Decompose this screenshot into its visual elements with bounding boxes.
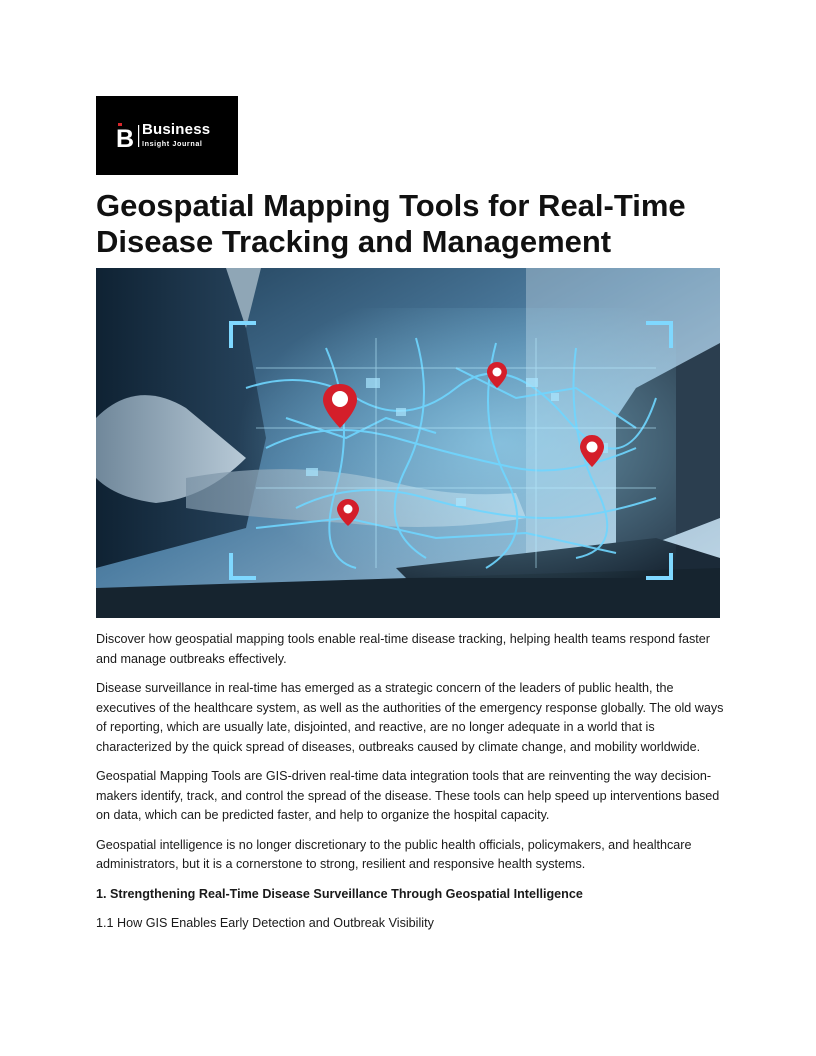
body-paragraph: Geospatial Mapping Tools are GIS-driven real-time data integration tools that are reinventing the way decision-makers identify, track, and control the spread of the disease. These tools can help speed up interventions based on data, which can be predicted faster, and help to organize the hospital capacity. xyxy=(96,769,720,822)
logo-divider xyxy=(138,125,139,147)
logo-letter: B xyxy=(116,125,135,153)
subsection-heading: 1.1 How GIS Enables Early Detection and Outbreak Visibility xyxy=(96,916,434,930)
section-heading: 1. Strengthening Real-Time Disease Surveillance Through Geospatial Intelligence xyxy=(96,886,583,901)
article-intro: Discover how geospatial mapping tools enable real-time disease tracking, helping health teams respond faster and manage outbreaks effectively. xyxy=(96,632,710,666)
hero-image xyxy=(96,268,720,618)
brand-logo[interactable] xyxy=(96,96,238,175)
logo-wordmark xyxy=(142,122,210,147)
hero-illustration xyxy=(96,268,720,618)
logo-b-mark-icon xyxy=(96,96,142,175)
article-body xyxy=(96,630,724,934)
logo-line-insight-journal: Insight Journal xyxy=(142,139,203,148)
logo-line-business: Business xyxy=(142,121,211,138)
body-paragraph: Disease surveillance in real-time has emerged as a strategic concern of the leaders of public health, the executives of the healthcare system, as well as the authorities of the emergency response globally. The old ways of reporting, which are usually late, disjointed, and reactive, are no longer adequate in a world that is characterized by the quick spread of diseases, outbreaks caused by climate change, and mobility worldwide. xyxy=(96,681,724,754)
article-title: Geospatial Mapping Tools for Real-Time Disease Tracking and Management xyxy=(96,188,686,259)
body-paragraph: Geospatial intelligence is no longer discretionary to the public health officials, policymakers, and healthcare administrators, but it is a cornerstone to strong, resilient and responsive health systems. xyxy=(96,837,692,871)
